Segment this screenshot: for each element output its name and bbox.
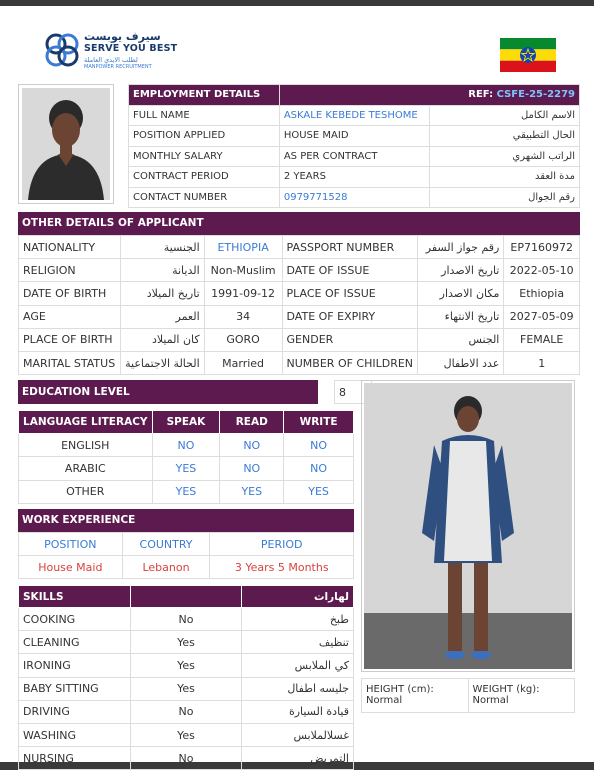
skills-table bbox=[18, 585, 354, 770]
weight-cell bbox=[468, 679, 575, 713]
work-experience-table bbox=[18, 532, 354, 579]
table-row bbox=[19, 328, 580, 351]
full-length-placeholder-icon bbox=[364, 383, 572, 669]
skill-name-arabic: تنظيف bbox=[242, 631, 354, 654]
table-row bbox=[19, 480, 354, 503]
age-value: 34 bbox=[204, 305, 282, 328]
table-row bbox=[19, 677, 354, 700]
position-applied-value: HOUSE MAID bbox=[279, 126, 429, 147]
speak-value: YES bbox=[152, 457, 220, 480]
table-row bbox=[129, 146, 580, 167]
logo-mark-icon bbox=[44, 32, 80, 68]
table-row bbox=[19, 556, 354, 579]
field-label: NATIONALITY bbox=[19, 236, 121, 259]
table-row bbox=[19, 259, 580, 282]
language-header: LANGUAGE LITERACY bbox=[19, 411, 153, 434]
table-row bbox=[362, 679, 575, 713]
field-label-arabic: تاريخ الميلاد bbox=[121, 282, 205, 305]
field-label: POSITION APPLIED bbox=[129, 126, 280, 147]
company-logo bbox=[44, 28, 178, 74]
weight-value: Normal bbox=[472, 695, 509, 706]
field-label: NUMBER OF CHILDREN bbox=[282, 351, 418, 374]
language-name: ARABIC bbox=[19, 457, 153, 480]
employment-details-table bbox=[128, 84, 580, 208]
field-label-arabic: الحال التطبيقي bbox=[429, 126, 579, 147]
period-column-header: PERIOD bbox=[210, 533, 354, 556]
skill-value: Yes bbox=[130, 677, 241, 700]
skill-value: Yes bbox=[130, 723, 241, 746]
skill-name: CLEANING bbox=[19, 631, 131, 654]
other-details-header: OTHER DETAILS OF APPLICANT bbox=[18, 212, 580, 235]
skill-name: BABY SITTING bbox=[19, 677, 131, 700]
logo-arabic-text: سيرف يوبست bbox=[84, 30, 161, 43]
language-name: OTHER bbox=[19, 480, 153, 503]
date-of-expiry-value: 2027-05-09 bbox=[504, 305, 580, 328]
height-cell bbox=[362, 679, 469, 713]
speak-value: NO bbox=[152, 434, 220, 457]
field-label: CONTACT NUMBER bbox=[129, 187, 280, 208]
skill-name-arabic: غسلالملابس bbox=[242, 723, 354, 746]
field-label-arabic: الراتب الشهري bbox=[429, 146, 579, 167]
field-label: CONTRACT PERIOD bbox=[129, 167, 280, 188]
field-label-arabic: مدة العقد bbox=[429, 167, 579, 188]
country-column-header: COUNTRY bbox=[122, 533, 210, 556]
read-value: YES bbox=[220, 480, 284, 503]
work-position-value: House Maid bbox=[19, 556, 123, 579]
field-label-arabic: عدد الاطفال bbox=[418, 351, 504, 374]
skill-value: No bbox=[130, 700, 241, 723]
skill-name-arabic: كي الملابس bbox=[242, 654, 354, 677]
applicant-portrait-photo bbox=[18, 84, 114, 204]
language-literacy-table bbox=[18, 410, 354, 504]
field-label-arabic: تاريخ الاصدار bbox=[418, 259, 504, 282]
education-level bbox=[18, 380, 354, 404]
table-row bbox=[129, 126, 580, 147]
field-label: RELIGION bbox=[19, 259, 121, 282]
table-row bbox=[19, 533, 354, 556]
field-label-arabic: تاريخ الانتهاء bbox=[418, 305, 504, 328]
skill-name: COOKING bbox=[19, 608, 131, 631]
field-label-arabic: الديانة bbox=[121, 259, 205, 282]
measurements-table bbox=[361, 678, 575, 713]
table-row bbox=[19, 351, 580, 374]
place-of-issue-value: Ethiopia bbox=[504, 282, 580, 305]
skills-header: SKILLS bbox=[19, 586, 131, 608]
logo-arabic-subtitle: لطلب الايدي العاملة bbox=[84, 56, 138, 64]
field-label-arabic: الجنس bbox=[418, 328, 504, 351]
field-label-arabic: رقم الجوال bbox=[429, 187, 579, 208]
skill-name-arabic: قيادة السيارة bbox=[242, 700, 354, 723]
field-label: DATE OF ISSUE bbox=[282, 259, 418, 282]
field-label: MONTHLY SALARY bbox=[129, 146, 280, 167]
education-level-header: EDUCATION LEVEL bbox=[18, 380, 318, 404]
monthly-salary-value: AS PER CONTRACT bbox=[279, 146, 429, 167]
education-level-value: 8 bbox=[334, 380, 372, 404]
skill-name-arabic: التمريض bbox=[242, 747, 354, 770]
height-value: Normal bbox=[366, 695, 403, 706]
employment-header: EMPLOYMENT DETAILS bbox=[129, 85, 280, 106]
skill-name: IRONING bbox=[19, 654, 131, 677]
table-row bbox=[19, 723, 354, 746]
field-label-arabic: رقم جواز السفر bbox=[418, 236, 504, 259]
date-of-birth-value: 1991-09-12 bbox=[204, 282, 282, 305]
work-experience-header: WORK EXPERIENCE bbox=[18, 509, 354, 532]
write-value: NO bbox=[284, 434, 354, 457]
skill-name-arabic: جليسه اطفال bbox=[242, 677, 354, 700]
skill-name-arabic: طبخ bbox=[242, 608, 354, 631]
full-name-value: ASKALE KEBEDE TESHOME bbox=[279, 105, 429, 126]
work-period-value: 3 Years 5 Months bbox=[210, 556, 354, 579]
field-label: PLACE OF BIRTH bbox=[19, 328, 121, 351]
reference-number bbox=[279, 85, 579, 106]
field-label: PLACE OF ISSUE bbox=[282, 282, 418, 305]
table-row bbox=[19, 434, 354, 457]
field-label: FULL NAME bbox=[129, 105, 280, 126]
other-details-table bbox=[18, 235, 580, 375]
ref-value: CSFE-25-2279 bbox=[496, 89, 575, 101]
place-of-birth-value: GORO bbox=[204, 328, 282, 351]
speak-header: SPEAK bbox=[152, 411, 220, 434]
skill-value: No bbox=[130, 747, 241, 770]
field-label-arabic: الحالة الاجتماعية bbox=[121, 351, 205, 374]
date-of-issue-value: 2022-05-10 bbox=[504, 259, 580, 282]
field-label-arabic: مكان الاصدار bbox=[418, 282, 504, 305]
field-label-arabic: الاسم الكامل bbox=[429, 105, 579, 126]
table-row bbox=[19, 608, 354, 631]
field-label-arabic: العمر bbox=[121, 305, 205, 328]
table-row bbox=[19, 305, 580, 328]
applicant-full-length-photo bbox=[361, 380, 575, 672]
ref-label: REF: bbox=[468, 89, 494, 101]
skill-value: No bbox=[130, 608, 241, 631]
skill-value: Yes bbox=[130, 654, 241, 677]
weight-label: WEIGHT (kg): bbox=[472, 684, 540, 695]
work-country-value: Lebanon bbox=[122, 556, 210, 579]
write-header: WRITE bbox=[284, 411, 354, 434]
table-row bbox=[129, 105, 580, 126]
table-row bbox=[19, 457, 354, 480]
field-label: MARITAL STATUS bbox=[19, 351, 121, 374]
field-label-arabic: كان الميلاد bbox=[121, 328, 205, 351]
skills-header-arabic: لهارات bbox=[242, 586, 354, 608]
field-label: DATE OF EXPIRY bbox=[282, 305, 418, 328]
table-row bbox=[129, 167, 580, 188]
skill-name: WASHING bbox=[19, 723, 131, 746]
field-label: PASSPORT NUMBER bbox=[282, 236, 418, 259]
skills-header-spacer bbox=[130, 586, 241, 608]
skill-value: Yes bbox=[130, 631, 241, 654]
number-of-children-value: 1 bbox=[504, 351, 580, 374]
table-row bbox=[19, 631, 354, 654]
read-value: NO bbox=[220, 457, 284, 480]
portrait-placeholder-icon bbox=[22, 88, 110, 200]
language-name: ENGLISH bbox=[19, 434, 153, 457]
position-column-header: POSITION bbox=[19, 533, 123, 556]
table-row bbox=[19, 654, 354, 677]
field-label: DATE OF BIRTH bbox=[19, 282, 121, 305]
table-row bbox=[19, 282, 580, 305]
field-label: GENDER bbox=[282, 328, 418, 351]
ethiopia-flag-icon bbox=[500, 38, 556, 72]
skill-name: DRIVING bbox=[19, 700, 131, 723]
skill-name: NURSING bbox=[19, 747, 131, 770]
write-value: NO bbox=[284, 457, 354, 480]
logo-subtitle: MANPOWER RECRUITMENT bbox=[84, 64, 152, 70]
table-row bbox=[19, 747, 354, 770]
contact-number-link[interactable]: 0979771528 bbox=[279, 187, 429, 208]
read-header: READ bbox=[220, 411, 284, 434]
read-value: NO bbox=[220, 434, 284, 457]
gender-value: FEMALE bbox=[504, 328, 580, 351]
table-row bbox=[19, 236, 580, 259]
logo-english-text: SERVE YOU BEST bbox=[84, 43, 178, 54]
religion-value: Non-Muslim bbox=[204, 259, 282, 282]
nationality-value: ETHIOPIA bbox=[204, 236, 282, 259]
speak-value: YES bbox=[152, 480, 220, 503]
table-row bbox=[129, 187, 580, 208]
marital-status-value: Married bbox=[204, 351, 282, 374]
write-value: YES bbox=[284, 480, 354, 503]
field-label-arabic: الجنسية bbox=[121, 236, 205, 259]
contract-period-value: 2 YEARS bbox=[279, 167, 429, 188]
passport-number-value: EP7160972 bbox=[504, 236, 580, 259]
height-label: HEIGHT (cm): bbox=[366, 684, 434, 695]
table-row bbox=[19, 700, 354, 723]
field-label: AGE bbox=[19, 305, 121, 328]
cv-sheet bbox=[0, 6, 594, 765]
